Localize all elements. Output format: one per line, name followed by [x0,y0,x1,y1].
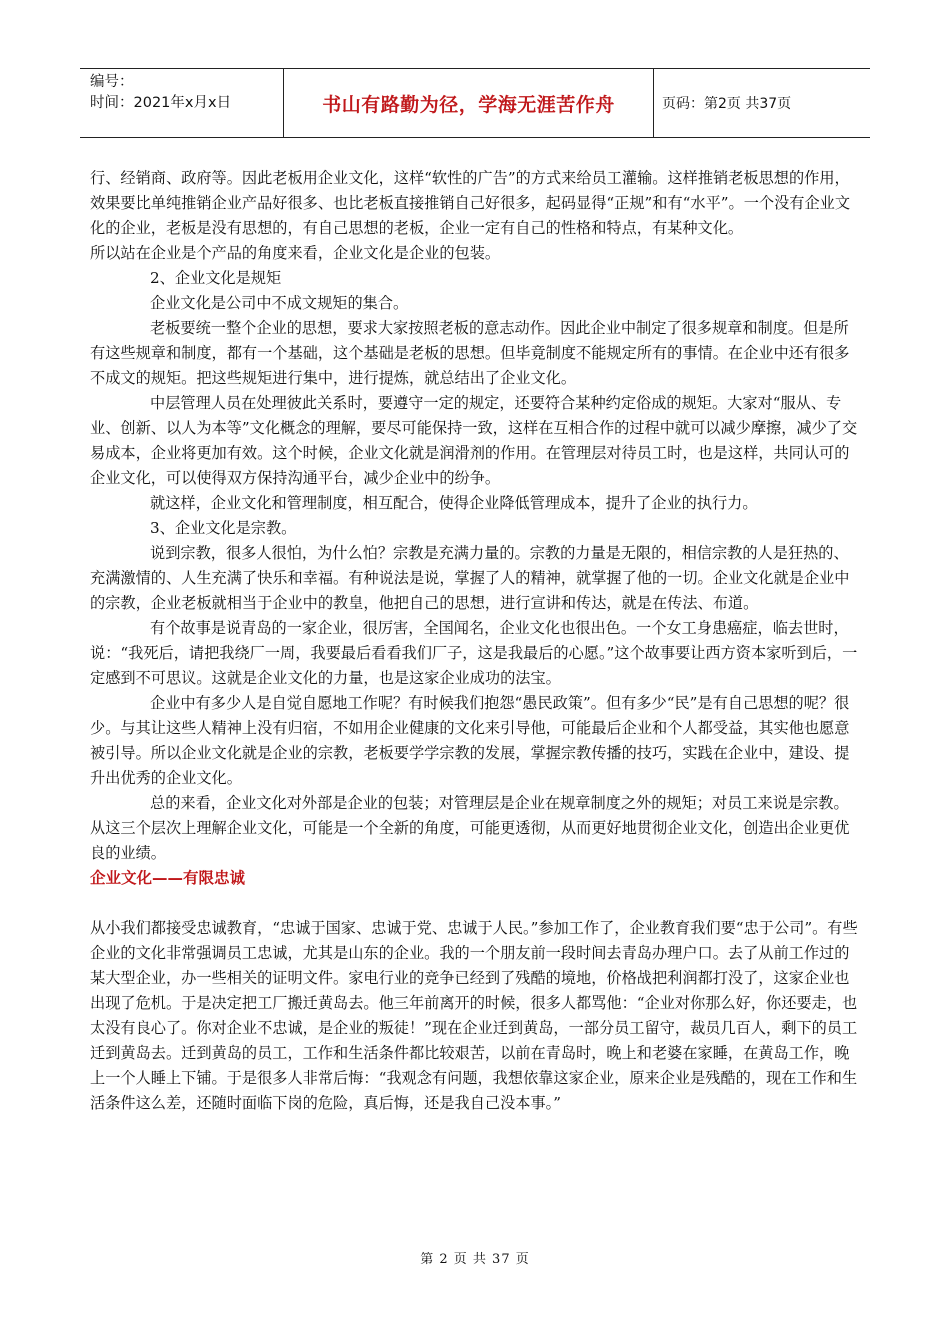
page-header [80,68,870,138]
page-footer: 第 2 页 共 37 页 [420,1252,530,1267]
article-heading: 企业文化——有限忠诚 [90,869,246,887]
document-body [90,166,860,1116]
time-label: 时间：2021年x月x日 [90,95,232,111]
paragraph: 老板要统一整个企业的思想，要求大家按照老板的意志动作。因此企业中制定了很多规章和制度。但是所有这些规章和制度，都有一个基础，这个基础是老板的思想。但毕竟制度不能规定所有的事情。在企业中还有很多不成文的规矩。把这些规矩进行集中，进行提炼，就总结出了企业文化。 [90,319,850,387]
header-page-info: 页码：第2页 共37页 [662,96,792,112]
paragraph: 所以站在企业是个产品的角度来看，企业文化是企业的包装。 [90,244,501,262]
paragraph: 总的来看，企业文化对外部是企业的包装；对管理层是企业在规章制度之外的规矩；对员工来说是宗教。从这三个层次上理解企业文化，可能是一个全新的角度，可能更透彻，从而更好地贯彻企业文化，创造出企业更优良的业绩。 [90,794,850,862]
paragraph: 企业中有多少人是自觉自愿地工作呢？有时候我们抱怨“愚民政策”。但有多少“民”是有自己思想的呢？很少。与其让这些人精神上没有归宿，不如用企业健康的文化来引导他，可能最后企业和个人都受益，其实他也愿意被引导。所以企业文化就是企业的宗教，老板要学学宗教的发展，掌握宗教传播的技巧，实践在企业中，建设、提升出优秀的企业文化。 [90,694,850,787]
number-label: 编号： [90,74,134,90]
paragraph: 从小我们都接受忠诚教育，“忠诚于国家、忠诚于党、忠诚于人民。”参加工作了，企业教育我们要“忠于公司”。有些企业的文化非常强调员工忠诚，尤其是山东的企业。我的一个朋友前一段时间去青岛办理户口。去了从前工作过的某大型企业，办一些相关的证明文件。家电行业的竞争已经到了残酷的境地，价格战把利润都打没了，这家企业也出现了危机。于是决定把工厂搬迁黄岛去。他三年前离开的时候，很多人都骂他：“企业对你那么好，你还要走，也太没有良心了。你对企业不忠诚，是企业的叛徒！”现在企业迁到黄岛，一部分员工留守，裁员几百人，剩下的员工迁到黄岛去。迁到黄岛的员工，工作和生活条件都比较艰苦，以前在青岛时，晚上和老婆在家睡，在黄岛工作，晚上一个人睡上下铺。于是很多人非常后悔：“我观念有问题，我想依靠这家企业，原来企业是残酷的，现在工作和生活条件这么差，还随时面临下岗的危险，真后悔，还是我自己没本事。” [90,919,858,1112]
header-motto: 书山有路勤为径，学海无涯苦作舟 [284,69,654,137]
section-title: 3、企业文化是宗教。 [150,519,297,537]
spacer [90,891,860,916]
paragraph: 有个故事是说青岛的一家企业，很厉害，全国闻名，企业文化也很出色。一个女工身患癌症，临去世时，说：“我死后，请把我绕厂一周，我要最后看看我们厂子，这是我最后的心愿。”这个故事要让西方资本家听到后，一定感到不可思议。这就是企业文化的力量，也是这家企业成功的法宝。 [90,619,858,687]
section-title: 2、企业文化是规矩 [150,269,282,287]
paragraph: 企业文化是公司中不成文规矩的集合。 [150,294,409,312]
paragraph: 就这样，企业文化和管理制度，相互配合，使得企业降低管理成本，提升了企业的执行力。 [150,494,758,512]
header-meta [80,69,284,137]
paragraph: 中层管理人员在处理彼此关系时，要遵守一定的规定，还要符合某种约定俗成的规矩。大家对“服从、专业、创新、以人为本等”文化概念的理解，要尽可能保持一致，这样在互相合作的过程中就可以减少摩擦，减少了交易成本，企业将更加有效。这个时候，企业文化就是润滑剂的作用。在管理层对待员工时，也是这样，共同认可的企业文化，可以使得双方保持沟通平台，减少企业中的纷争。 [90,394,858,487]
paragraph: 行、经销商、政府等。因此老板用企业文化，这样“软性的广告”的方式来给员工灌输。这样推销老板思想的作用，效果要比单纯推销企业产品好很多、也比老板直接推销自己好很多，起码显得“正规”和有“水平”。一个没有企业文化的企业，老板是没有思想的，有自己思想的老板，企业一定有自己的性格和特点，有某种文化。 [90,169,851,237]
paragraph: 说到宗教，很多人很怕，为什么怕？宗教是充满力量的。宗教的力量是无限的，相信宗教的人是狂热的、充满激情的、人生充满了快乐和幸福。有种说法是说，掌握了人的精神，就掌握了他的一切。企业文化就是企业中的宗教，企业老板就相当于企业中的教皇，他把自己的思想，进行宣讲和传达，就是在传法、布道。 [90,544,850,612]
